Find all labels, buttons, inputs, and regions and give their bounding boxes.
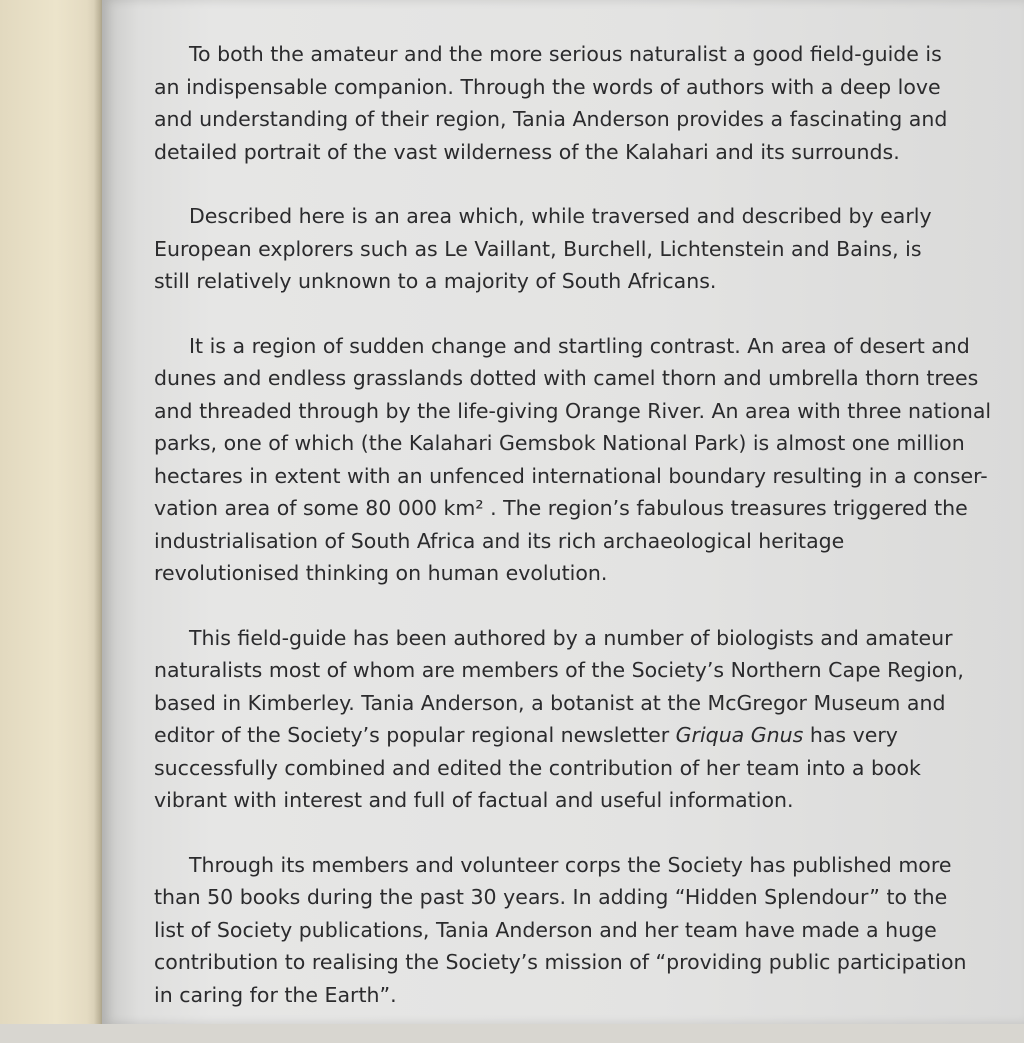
paragraph-2 [154, 200, 994, 298]
text-line: in caring for the Earth”. [154, 982, 397, 1007]
text-line: To both the amateur and the more serious naturalist a good field-guide is [189, 42, 942, 66]
text-line: and understanding of their region, Tania Anderson provides a fascinating and [154, 107, 948, 131]
text-run: has very [803, 723, 898, 747]
text-line: contribution to realising the Society’s mission of “providing public participation [154, 950, 967, 974]
text-line: based in Kimberley. Tania Anderson, a botanist at the McGregor Museum and [154, 690, 946, 715]
paragraph-3 [154, 330, 994, 590]
text-line: Through its members and volunteer corps the Society has published more [189, 852, 952, 877]
text-line: vation area of some 80 000 km² . The region’s fabulous treasures triggered the [154, 496, 968, 520]
text-line: It is a region of sudden change and startling contrast. An area of desert and [189, 333, 970, 358]
text-line: European explorers such as Le Vaillant, Burchell, Lichtenstein and Bains, is [154, 236, 922, 261]
text-line: industrialisation of South Africa and its rich archaeological heritage [154, 528, 845, 553]
text-line: still relatively unknown to a majority of South Africans. [154, 269, 717, 293]
text-line: hectares in extent with an unfenced international boundary resulting in a conser- [154, 463, 988, 488]
text-line [154, 719, 994, 752]
text-line: vibrant with interest and full of factual and useful information. [154, 788, 794, 812]
text-line: an indispensable companion. Through the words of authors with a deep love [154, 74, 941, 99]
newsletter-title: Griqua Gnus [675, 723, 804, 747]
paragraph-4 [154, 622, 994, 817]
text-line: and threaded through by the life-giving Orange River. An area with three national [154, 398, 992, 423]
text-line: successfully combined and edited the contribution of her team into a book [154, 755, 921, 780]
text-line: than 50 books during the past 30 years. In adding “Hidden Splendour” to the [154, 885, 948, 909]
text-line: parks, one of which (the Kalahari Gemsbok National Park) is almost one million [154, 431, 965, 455]
text-line: revolutionised thinking on human evolution. [154, 561, 608, 585]
text-line: detailed portrait of the vast wilderness of the Kalahari and its surrounds. [154, 139, 900, 164]
paragraph-1 [154, 38, 994, 168]
book-page [102, 0, 1024, 1024]
text-line: This field-guide has been authored by a number of biologists and amateur [189, 625, 953, 650]
text-run: editor of the Society’s popular regional newsletter [154, 723, 676, 747]
text-line: list of Society publications, Tania Anderson and her team have made a huge [154, 917, 937, 942]
text-line: naturalists most of whom are members of the Society’s Northern Cape Region, [154, 658, 964, 682]
book-cover-edge [0, 0, 102, 1024]
text-line: dunes and endless grasslands dotted with camel thorn and umbrella thorn trees [154, 366, 979, 390]
paragraph-5 [154, 849, 994, 1012]
text-line: Described here is an area which, while traversed and described by early [189, 204, 932, 228]
page-text [154, 38, 994, 1043]
